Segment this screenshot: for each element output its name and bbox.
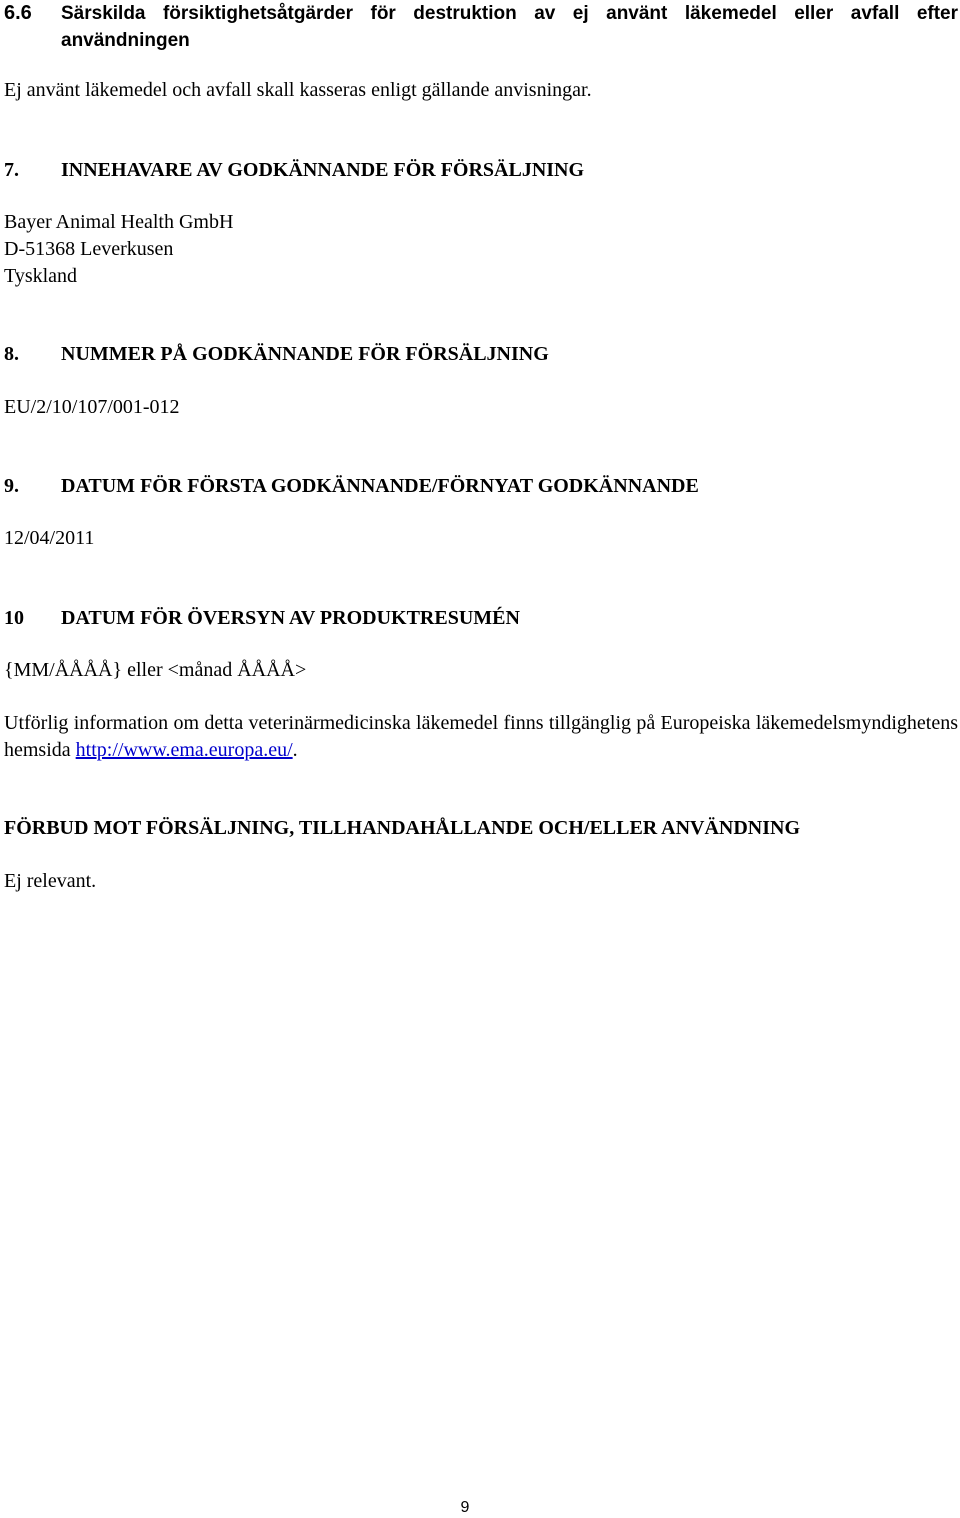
- ema-website-link[interactable]: http://www.ema.europa.eu/: [75, 739, 293, 761]
- section-6-6-heading: [4, 0, 958, 54]
- holder-address: [4, 209, 958, 290]
- authorisation-date: 12/04/2011: [4, 527, 95, 549]
- section-10-heading: [4, 605, 958, 632]
- section-number: 6.6: [4, 2, 32, 24]
- section-title: DATUM FÖR FÖRSTA GODKÄNNANDE/FÖRNYAT GODKÄNNANDE: [61, 475, 699, 497]
- page-number: 9: [460, 1499, 470, 1516]
- section-6-6-body: Ej använt läkemedel och avfall skall kasseras enligt gällande anvisningar.: [4, 79, 592, 101]
- section-8-heading: [4, 341, 958, 368]
- authorisation-number: EU/2/10/107/001-012: [4, 396, 180, 418]
- address-line: D-51368 Leverkusen: [4, 238, 174, 260]
- prohibition-heading: FÖRBUD MOT FÖRSÄLJNING, TILLHANDAHÅLLANDE OCH/ELLER ANVÄNDNING: [4, 817, 801, 839]
- section-title: DATUM FÖR ÖVERSYN AV PRODUKTRESUMÉN: [61, 607, 520, 629]
- info-end: .: [292, 739, 298, 761]
- section-title: INNEHAVARE AV GODKÄNNANDE FÖR FÖRSÄLJNING: [61, 159, 585, 181]
- section-7-heading: [4, 157, 958, 184]
- prohibition-body: Ej relevant.: [4, 870, 97, 892]
- section-number: 8.: [4, 343, 19, 365]
- section-number: 7.: [4, 159, 19, 181]
- section-number: 9.: [4, 475, 19, 497]
- section-9-heading: [4, 473, 958, 500]
- section-title: Särskilda försiktighetsåtgärder för destruktion av ej använt läkemedel eller avfall efter användningen: [61, 3, 958, 51]
- section-number: 10: [4, 607, 24, 629]
- address-line: Tyskland: [4, 265, 78, 287]
- info-paragraph: [4, 710, 958, 764]
- section-title: NUMMER PÅ GODKÄNNANDE FÖR FÖRSÄLJNING: [61, 343, 549, 365]
- info-text: Utförlig information om detta veterinärmedicinska läkemedel finns tillgänglig på Europeiska läkemedelsmyndighetens hemsida: [4, 712, 958, 761]
- revision-date-placeholder: {MM/ÅÅÅÅ} eller <månad ÅÅÅÅ>: [4, 659, 307, 681]
- address-line: Bayer Animal Health GmbH: [4, 211, 234, 233]
